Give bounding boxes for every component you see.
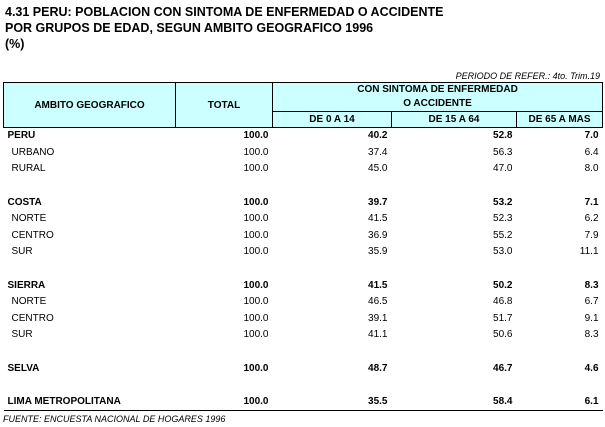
row-label: CENTRO	[11, 229, 54, 241]
table-title-unit: (%)	[5, 37, 25, 51]
cell-age-15-64: 50.2	[493, 279, 513, 291]
cell-age-65-plus: 7.9	[584, 229, 599, 241]
row-label: PERU	[4, 128, 176, 145]
cell-age-15-64: 53.0	[493, 246, 513, 258]
table-row	[4, 211, 603, 228]
cell-total: 100.0	[243, 246, 269, 258]
cell-age-0-14: 41.5	[368, 279, 388, 291]
cell-age-0-14: 39.1	[368, 312, 388, 324]
cell-age-0-14: 45.0	[368, 163, 388, 175]
table-row	[4, 194, 603, 211]
source-footnote: FUENTE: ENCUESTA NACIONAL DE HOGARES 1996	[3, 414, 226, 424]
spacer-row	[4, 178, 603, 195]
row-label: LIMA METROPOLITANA	[4, 394, 176, 411]
header-group-line-2: O ACCIDENTE	[403, 98, 472, 109]
cell-age-15-64: 50.6	[493, 329, 513, 341]
cell-total: 100.0	[243, 296, 269, 308]
table-title-line-2: POR GRUPOS DE EDAD, SEGUN AMBITO GEOGRAFICO 1996	[5, 21, 374, 35]
spacer-row	[4, 344, 603, 361]
table-row	[4, 311, 603, 328]
header-ambito: AMBITO GEOGRAFICO	[4, 83, 176, 128]
cell-age-65-plus: 6.1	[517, 394, 603, 411]
cell-age-65-plus: 9.1	[584, 312, 599, 324]
row-label: NORTE	[11, 213, 47, 225]
header-group	[273, 83, 603, 112]
cell-total: 100.0	[243, 329, 269, 341]
cell-age-15-64: 47.0	[493, 163, 513, 175]
cell-total: 100.0	[243, 279, 269, 291]
header-age-0-14: DE 0 A 14	[273, 112, 392, 128]
spacer-row	[4, 261, 603, 278]
table-row	[4, 277, 603, 294]
cell-age-15-64: 52.3	[493, 213, 513, 225]
cell-total: 100.0	[243, 213, 269, 225]
row-label: RURAL	[11, 163, 46, 175]
row-label: SUR	[11, 246, 33, 258]
table-row	[4, 228, 603, 245]
cell-age-65-plus: 7.0	[517, 128, 603, 145]
row-label: SIERRA	[7, 279, 46, 291]
table-row	[4, 360, 603, 377]
cell-age-15-64: 52.8	[392, 128, 517, 145]
cell-total: 100.0	[176, 394, 273, 411]
cell-age-65-plus: 6.7	[584, 296, 599, 308]
cell-age-0-14: 46.5	[368, 296, 388, 308]
table-row	[4, 128, 603, 145]
row-label: URBANO	[11, 146, 55, 158]
cell-age-0-14: 41.5	[368, 213, 388, 225]
cell-age-65-plus: 11.1	[579, 246, 599, 258]
table-header	[4, 83, 603, 128]
table-body	[4, 128, 603, 411]
spacer-row	[4, 377, 603, 394]
cell-age-15-64: 46.7	[493, 362, 513, 374]
cell-age-65-plus: 8.0	[584, 163, 599, 175]
cell-age-0-14: 39.7	[368, 196, 388, 208]
cell-age-15-64: 56.3	[493, 146, 513, 158]
cell-age-65-plus: 6.4	[584, 146, 599, 158]
cell-age-0-14: 36.9	[368, 229, 388, 241]
data-table	[3, 82, 603, 411]
cell-total: 100.0	[243, 146, 269, 158]
header-age-15-64: DE 15 A 64	[392, 112, 517, 128]
row-label: SELVA	[7, 362, 40, 374]
cell-total: 100.0	[243, 312, 269, 324]
cell-age-65-plus: 8.3	[584, 279, 599, 291]
cell-total: 100.0	[243, 362, 269, 374]
cell-age-65-plus: 7.1	[584, 196, 599, 208]
row-label: NORTE	[11, 296, 47, 308]
cell-age-0-14: 37.4	[368, 146, 388, 158]
table-row	[4, 327, 603, 344]
row-label: COSTA	[7, 196, 42, 208]
table-row	[4, 394, 603, 411]
cell-age-15-64: 51.7	[493, 312, 513, 324]
cell-total: 100.0	[243, 163, 269, 175]
cell-total: 100.0	[243, 196, 269, 208]
header-total: TOTAL	[176, 83, 273, 128]
cell-age-0-14: 48.7	[368, 362, 388, 374]
cell-age-0-14: 35.9	[368, 246, 388, 258]
cell-age-15-64: 53.2	[493, 196, 513, 208]
row-label: SUR	[11, 329, 33, 341]
table-row	[4, 161, 603, 178]
table-row	[4, 244, 603, 261]
table-title-line-1: 4.31 PERU: POBLACION CON SINTOMA DE ENFERMEDAD O ACCIDENTE	[5, 5, 444, 19]
row-label: CENTRO	[11, 312, 54, 324]
cell-total: 100.0	[176, 128, 273, 145]
cell-age-0-14: 35.5	[273, 394, 392, 411]
cell-age-15-64: 58.4	[392, 394, 517, 411]
cell-age-0-14: 41.1	[368, 329, 388, 341]
reference-period: PERIODO DE REFER.: 4to. Trim.19	[455, 71, 600, 81]
cell-age-15-64: 46.8	[493, 296, 513, 308]
table-row	[4, 294, 603, 311]
header-age-65-plus: DE 65 A MAS	[517, 112, 603, 128]
cell-age-65-plus: 8.3	[584, 329, 599, 341]
cell-age-15-64: 55.2	[493, 229, 513, 241]
cell-age-65-plus: 4.6	[584, 362, 599, 374]
cell-total: 100.0	[243, 229, 269, 241]
cell-age-65-plus: 6.2	[584, 213, 599, 225]
header-group-line-1: CON SINTOMA DE ENFERMEDAD	[357, 84, 518, 95]
table-row	[4, 145, 603, 162]
cell-age-0-14: 40.2	[273, 128, 392, 145]
